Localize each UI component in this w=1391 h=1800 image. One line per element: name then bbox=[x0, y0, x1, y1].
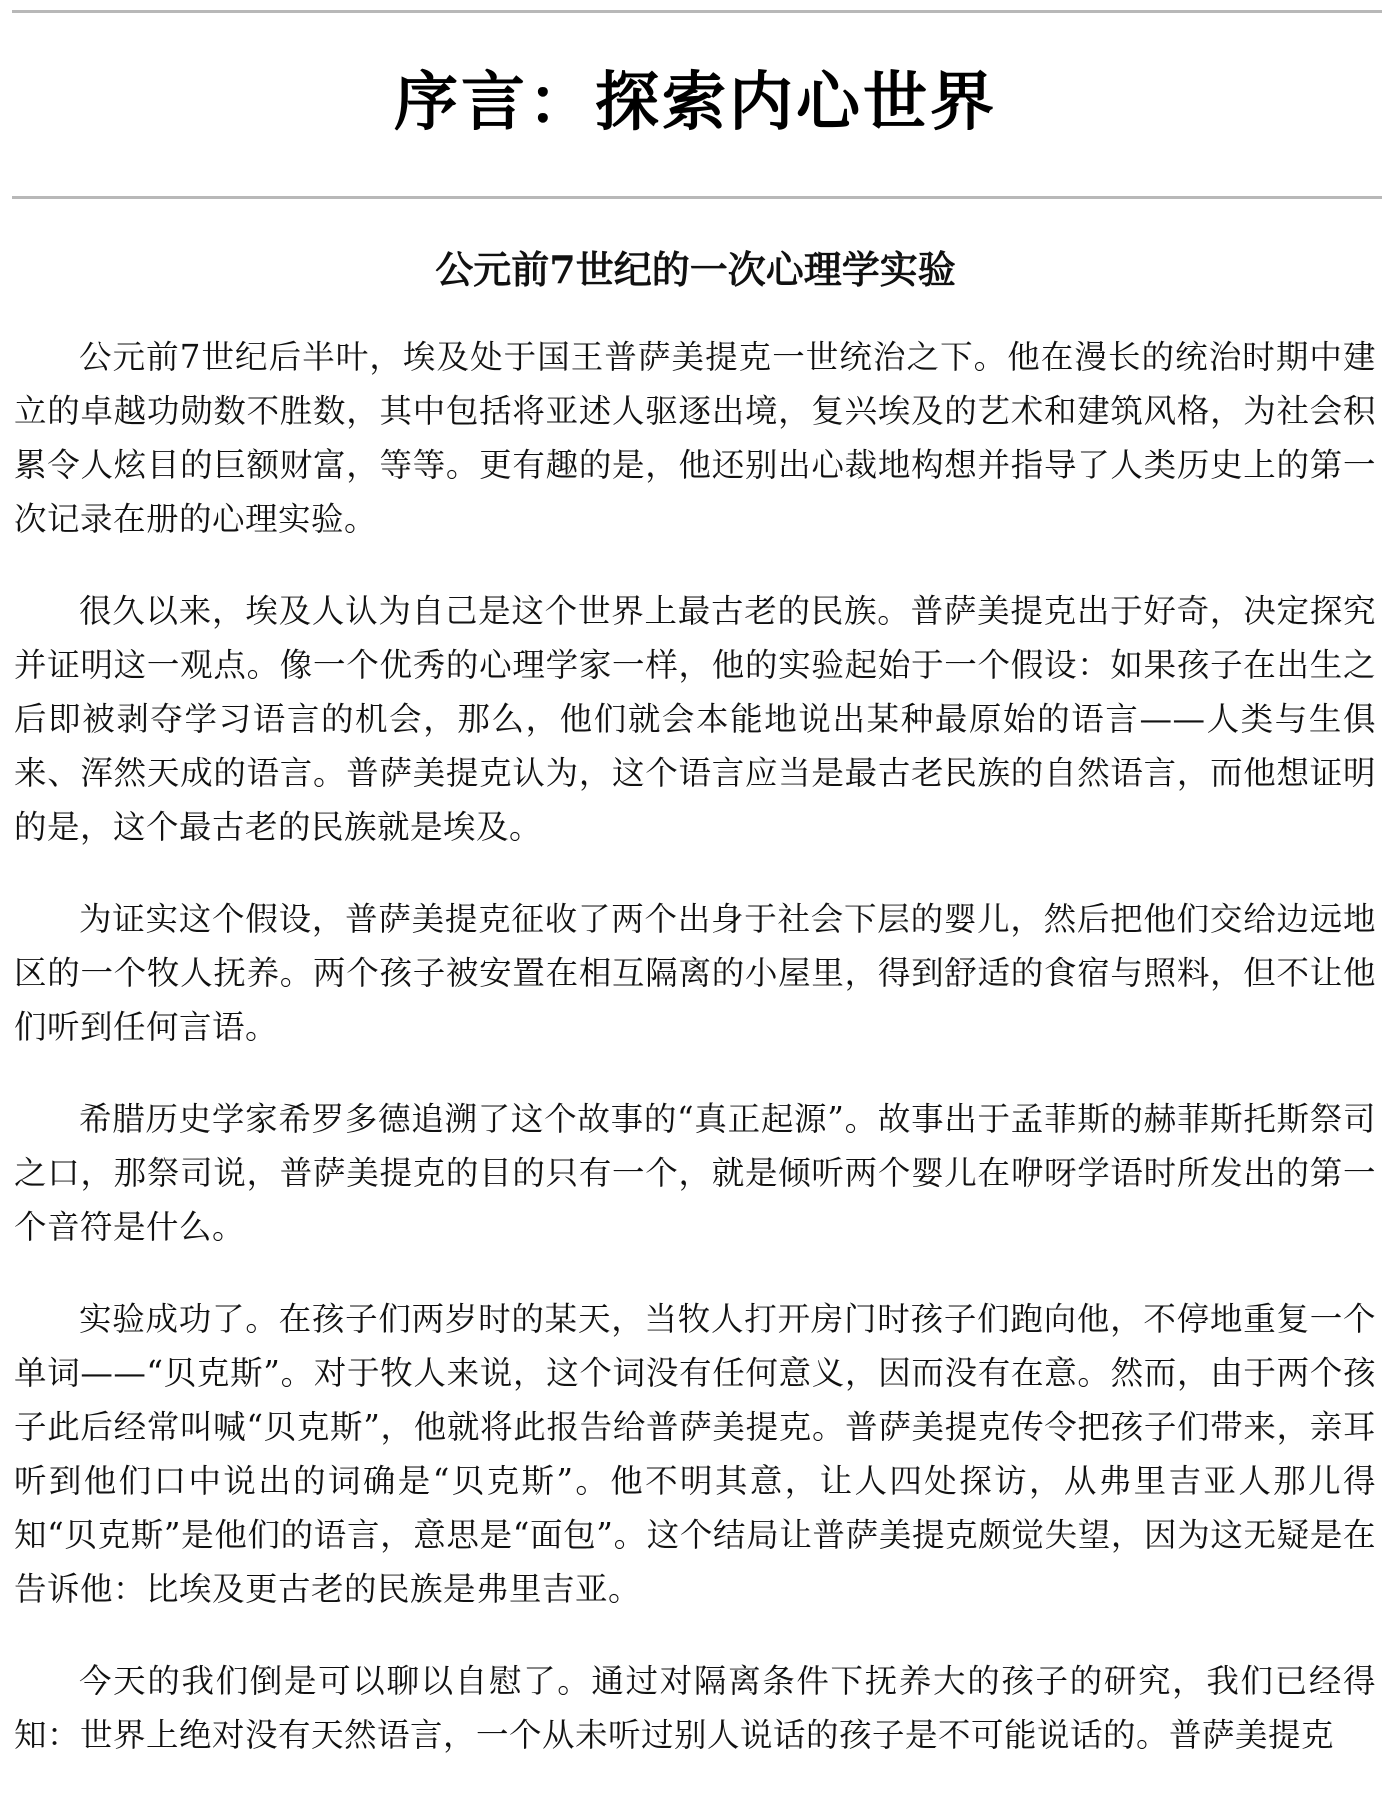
body-text bbox=[14, 330, 1376, 1800]
paragraph: 公元前7世纪后半叶，埃及处于国王普萨美提克一世统治之下。他在漫长的统治时期中建立的卓越功勋数不胜数，其中包括将亚述人驱逐出境，复兴埃及的艺术和建筑风格，为社会积累令人炫目的巨额财富，等等。更有趣的是，他还别出心裁地构想并指导了人类历史上的第一次记录在册的心理实验。 bbox=[14, 338, 1376, 538]
paragraph: 今天的我们倒是可以聊以自慰了。通过对隔离条件下抚养大的孩子的研究，我们已经得知：世界上绝对没有天然语言，一个从未听过别人说话的孩子是不可能说话的。普萨美提克 bbox=[14, 1662, 1376, 1754]
chapter-title: 序言：探索内心世界 bbox=[394, 66, 997, 140]
paragraph: 实验成功了。在孩子们两岁时的某天，当牧人打开房门时孩子们跑向他，不停地重复一个单词——“贝克斯”。对于牧人来说，这个词没有任何意义，因而没有在意。然而，由于两个孩子此后经常叫喊“贝克斯”，他就将此报告给普萨美提克。普萨美提克传令把孩子们带来，亲耳听到他们口中说出的词确是“贝克斯”。他不明其意，让人四处探访，从弗里吉亚人那儿得知“贝克斯”是他们的语言，意思是“面包”。这个结局让普萨美提克颇觉失望，因为这无疑是在告诉他：比埃及更古老的民族是弗里吉亚。 bbox=[14, 1300, 1376, 1608]
top-divider bbox=[12, 10, 1382, 13]
paragraph: 为证实这个假设，普萨美提克征收了两个出身于社会下层的婴儿，然后把他们交给边远地区的一个牧人抚养。两个孩子被安置在相互隔离的小屋里，得到舒适的食宿与照料，但不让他们听到任何言语。 bbox=[14, 900, 1376, 1046]
paragraph: 很久以来，埃及人认为自己是这个世界上最古老的民族。普萨美提克出于好奇，决定探究并证明这一观点。像一个优秀的心理学家一样，他的实验起始于一个假设：如果孩子在出生之后即被剥夺学习语言的机会，那么，他们就会本能地说出某种最原始的语言——人类与生俱来、浑然天成的语言。普萨美提克认为，这个语言应当是最古老民族的自然语言，而他想证明的是，这个最古老的民族就是埃及。 bbox=[14, 592, 1376, 846]
section-title: 公元前7世纪的一次心理学实验 bbox=[435, 247, 956, 292]
paragraph: 希腊历史学家希罗多德追溯了这个故事的“真正起源”。故事出于孟菲斯的赫菲斯托斯祭司之口，那祭司说，普萨美提克的目的只有一个，就是倾听两个婴儿在咿呀学语时所发出的第一个音符是什么。 bbox=[14, 1100, 1376, 1246]
title-divider bbox=[12, 196, 1382, 199]
